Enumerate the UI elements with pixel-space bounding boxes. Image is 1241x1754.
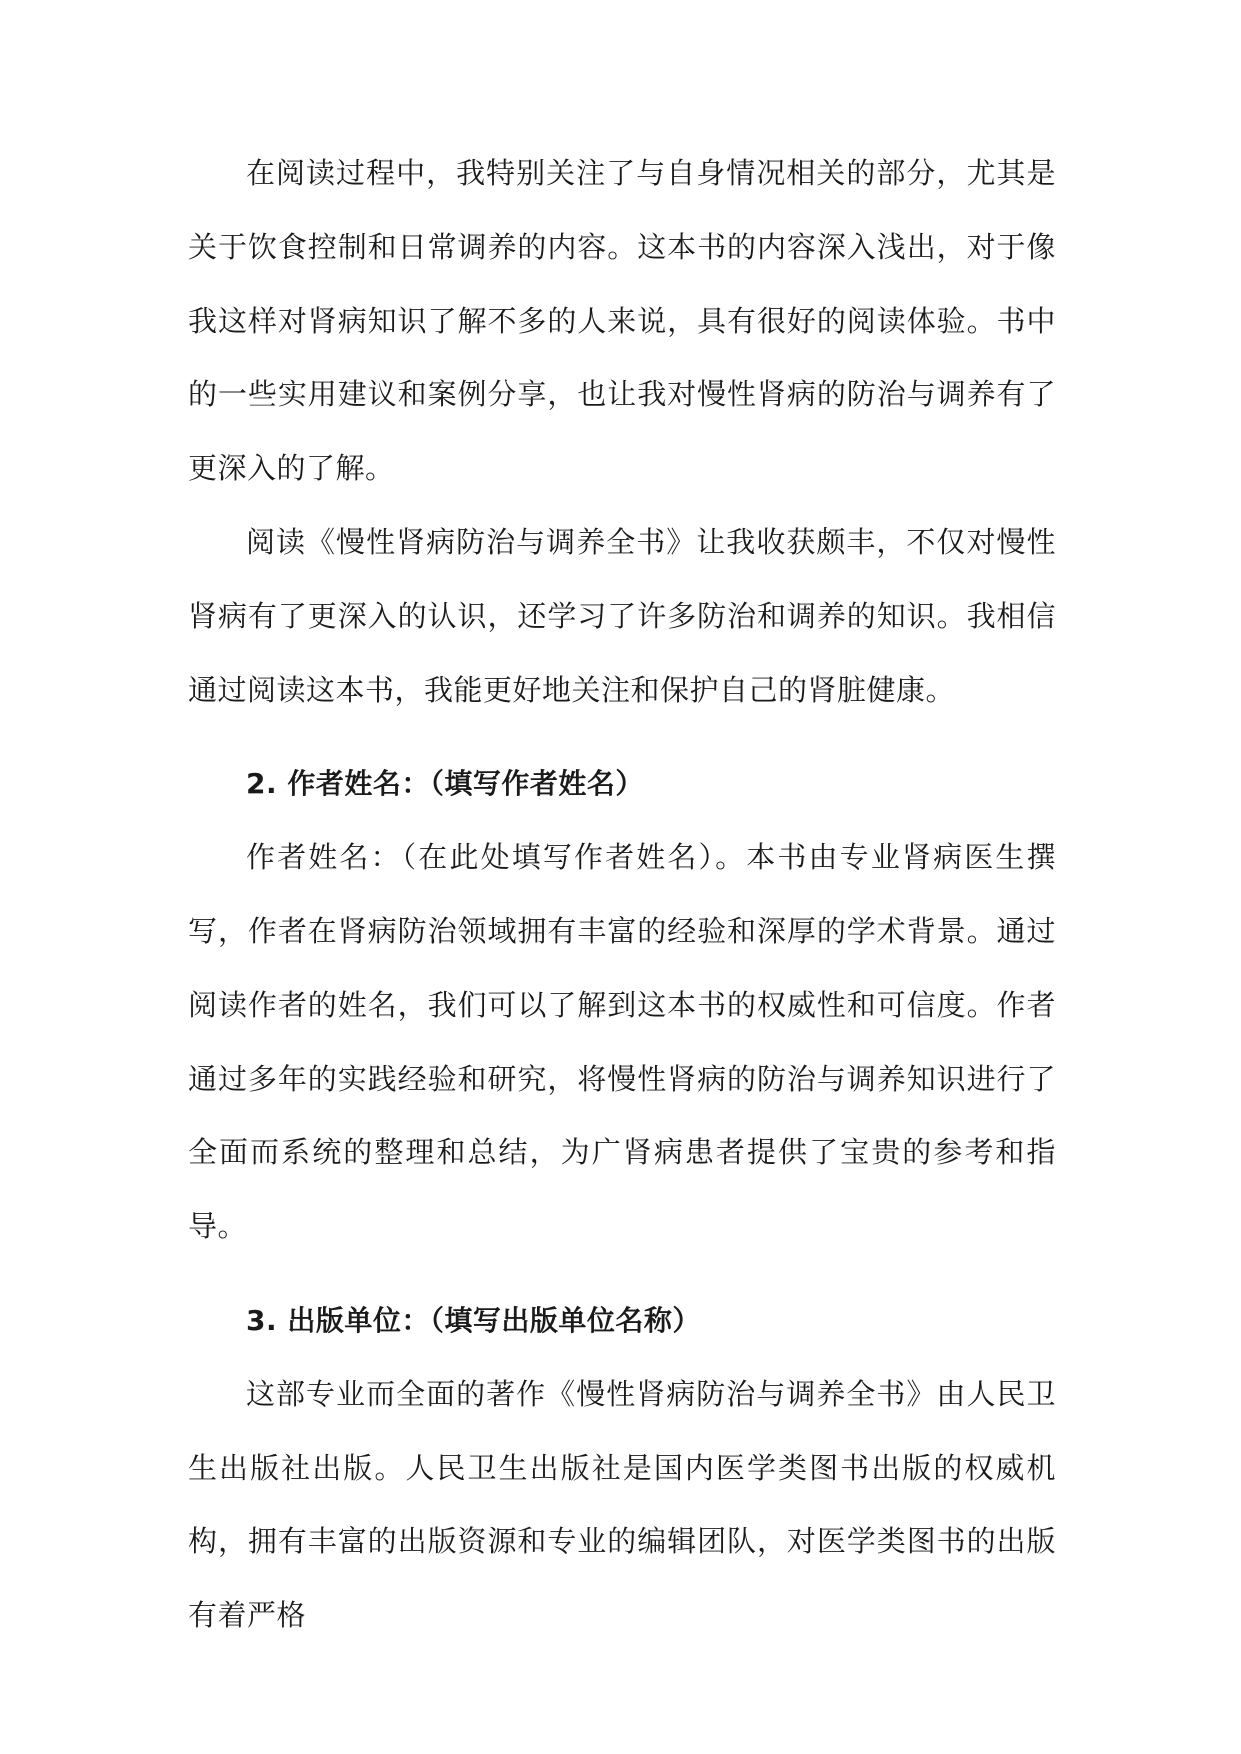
paragraph-reading-focus: 在阅读过程中，我特别关注了与自身情况相关的部分，尤其是关于饮食控制和日常调养的内容。这本书的内容深入浅出，对于像我这样对肾病知识了解不多的人来说，具有很好的阅读体验。书中的一些实用建议和案例分享，也让我对慢性肾病的防治与调养有了更深入的了解。	[188, 156, 1056, 486]
paragraph-publisher: 这部专业而全面的著作《慢性肾病防治与调养全书》由人民卫生出版社出版。人民卫生出版社是国内医学类图书出版的权威机构，拥有丰富的出版资源和专业的编辑团队，对医学类图书的出版有着严格	[188, 1376, 1056, 1633]
paragraph-author: 作者姓名：（在此处填写作者姓名）。本书由专业肾病医生撰写，作者在肾病防治领域拥有丰富的经验和深厚的学术背景。通过阅读作者的姓名，我们可以了解到这本书的权威性和可信度。作者通过多年的实践经验和研究，将慢性肾病的防治与调养知识进行了全面而系统的整理和总结，为广肾病患者提供了宝贵的参考和指导。	[188, 840, 1056, 1244]
document-body	[188, 137, 1056, 1653]
paragraph-reading-summary: 阅读《慢性肾病防治与调养全书》让我收获颇丰，不仅对慢性肾病有了更深入的认识，还学习了许多防治和调养的知识。我相信通过阅读这本书，我能更好地关注和保护自己的肾脏健康。	[188, 524, 1056, 707]
section-heading-author: 2. 作者姓名：（填写作者姓名）	[246, 767, 644, 801]
section-heading-publisher: 3. 出版单位：（填写出版单位名称）	[246, 1303, 701, 1337]
